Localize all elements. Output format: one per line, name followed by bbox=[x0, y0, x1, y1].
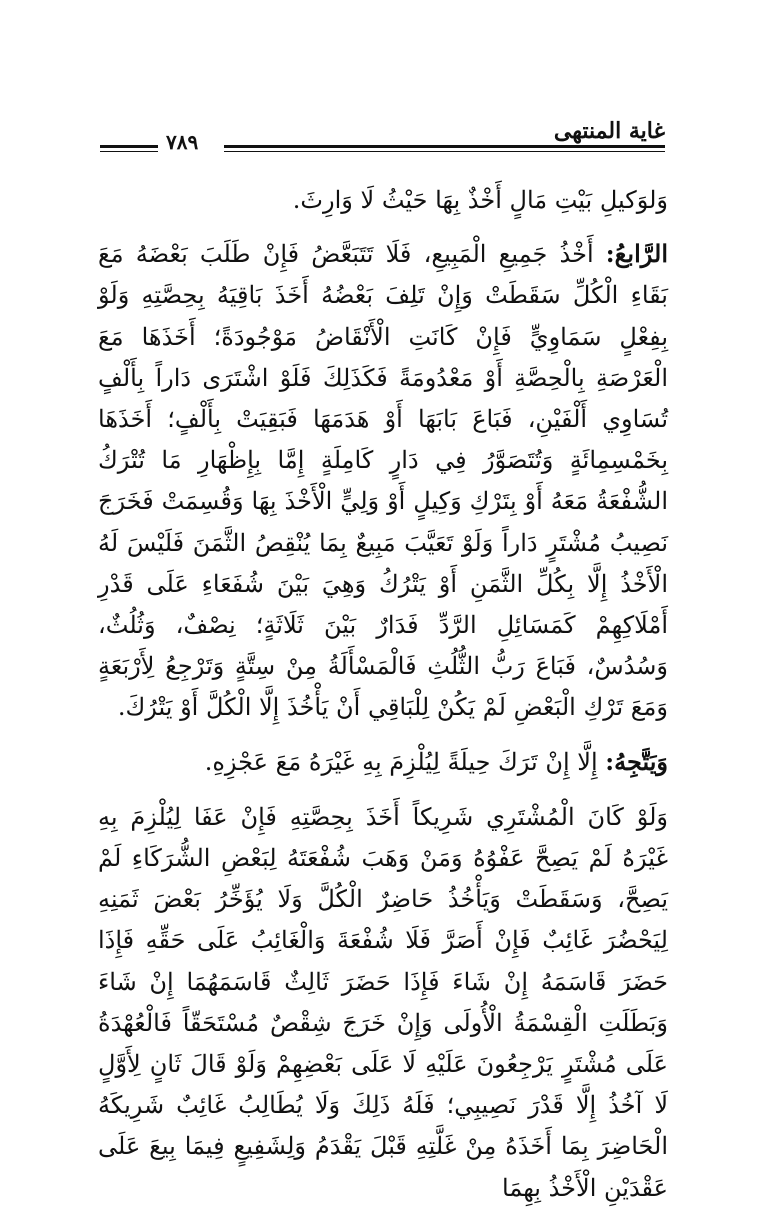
paragraph-yattajih-text: إِلَّا إِنْ تَرَكَ حِيلَةً لِيُلْزِمَ بِهِ غَيْرَهُ مَعَ عَجْزِهِ. bbox=[204, 747, 606, 776]
heading-term-fourth: الرَّابعُ: bbox=[605, 239, 668, 269]
page-header bbox=[100, 118, 665, 158]
body-text bbox=[98, 180, 668, 1209]
running-title: غاية المنتهى bbox=[553, 118, 665, 144]
page-number: ٧٨٩ bbox=[166, 130, 199, 154]
header-rule-left-top bbox=[100, 145, 158, 148]
paragraph-trustee: وَلوَكيلِ بَيْتِ مَالٍ أَخْذٌ بِهَا حَيْثُ لَا وَارِثَ. bbox=[292, 186, 668, 214]
header-rule-right-top bbox=[224, 145, 665, 148]
paragraph-yattajih bbox=[98, 741, 668, 783]
paragraph-fourth-condition bbox=[98, 233, 668, 728]
heading-term-yattajih: وَيَتَّجِهُ: bbox=[605, 746, 668, 776]
header-rule-left-bottom bbox=[100, 151, 158, 152]
paragraph-buyer-partner: وَلَوْ كَانَ الْمُشْتَرِي شَرِيكاً أَخَذَ بِحِصَّتِهِ فَإِنْ عَفَا لِيُلْزِمَ بِهِ غَيْرَهُ لَمْ يَصِحَّ عَفْوُهُ وَمَنْ وَهَبَ شُفْعَتَهُ لِبَعْضِ الشُّرَكَاءِ لَمْ يَصِحَّ، وَسَقَطَتْ وَيَأْخُذُ حَاضِرٌ الْكُلَّ وَلَا يُؤَخِّرُ بَعْضَ ثَمَنِهِ لِيَحْضُرَ غَائِبٌ فَإِنْ أَصَرَّ فَلَا شُفْعَةَ وَالْغَائِبُ عَلَى حَقِّهِ فَإِذَا حَضَرَ قَاسَمَهُ إِنْ شَاءَ فَإِذَا حَضَرَ ثَالِثٌ قَاسَمَهُمَا إِنْ شَاءَ وَبَطَلَتِ الْقِسْمَةُ الْأُولَى وَإِنْ خَرَجَ شِقْصٌ مُسْتَحَقّاً فَالْعُهْدَةُ عَلَى مُشْتَرٍ يَرْجِعُونَ عَلَيْهِ لَا عَلَى بَعْضِهِمْ وَلَوْ قَالَ ثَانٍ لِأَوَّلٍ لَا آخُذُ إِلَّا قَدْرَ نَصِيبِي؛ فَلَهُ ذَلِكَ وَلَا يُطَالِبُ غَائِبٌ شَرِيكَهُ الْحَاضِرَ بِمَا أَخَذَهُ مِنْ غَلَّتِهِ قَبْلَ يَقْدَمُ وَلِشَفِيعٍ فِيمَا بِيعَ عَلَى عَقْدَيْنِ الْأَخْذُ بِهِمَا bbox=[98, 802, 668, 1202]
header-rule-right-bottom bbox=[224, 151, 665, 152]
paragraph-fourth-text: أَخْذُ جَمِيعِ الْمَبِيعِ، فَلَا تَتَبَعَّضُ فَإِنْ طَلَبَ بَعْضَهُ مَعَ بَقَاءِ الْكُلِّ سَقَطَتْ وَإِنْ تَلِفَ بَعْضُهُ أَخَذَ بَاقِيَهُ بِحِصَّتِهِ وَلَوْ بِفِعْلٍ سَمَاوِيٍّ فَإِنْ كَانَتِ الْأَنْقَاضُ مَوْجُودَةً؛ أَخَذَهَا مَعَ الْعَرْصَةِ بِالْحِصَّةِ أَوْ مَعْدُومَةً فَكَذَلِكَ فَلَوْ اشْتَرَى دَاراً بِأَلْفٍ تُسَاوِي أَلْفَيْنِ، فَبَاعَ بَابَهَا أَوْ هَدَمَهَا فَبَقِيَتْ بِأَلْفٍ؛ أَخَذَهَا بِخَمْسِمِائَةٍ وَتُتَصَوَّرُ فِي دَارٍ كَامِلَةٍ إِمَّا بِإِظْهَارِ مَا تُتْرَكُ الشُّفْعَةُ مَعَهُ أَوْ بِتَرْكِ وَكِيلٍ أَوْ وَلِيٍّ الْأَخْذَ بِهَا وَقُسِمَتْ فَخَرَجَ نَصِيبُ مُشْتَرٍ دَاراً وَلَوْ تَعَيَّبَ مَبِيعٌ بِمَا يُنْقِصُ الثَّمَنَ فَلَيْسَ لَهُ الْأَخْذُ إِلَّا بِكُلِّ الثَّمَنِ أَوْ يَتْرُكُ وَهِيَ بَيْنَ شُفَعَاءِ عَلَى قَدْرِ أَمْلَاكِهِمْ كَمَسَائِلِ الرَّدِّ فَدَارٌ بَيْنَ ثَلَاثَةٍ؛ نِصْفٌ، وَثُلُثٌ، وَسُدُسٌ، فَبَاعَ رَبُّ الثُّلُثِ فَالْمَسْأَلَةُ مِنْ سِتَّةٍ وَتَرْجِعُ لِأَرْبَعَةٍ وَمَعَ تَرْكِ الْبَعْضِ لَمْ يَكُنْ لِلْبَاقِي أَنْ يَأْخُذَ إِلَّا الْكُلَّ أَوْ يَتْرُكَ. bbox=[98, 240, 668, 722]
